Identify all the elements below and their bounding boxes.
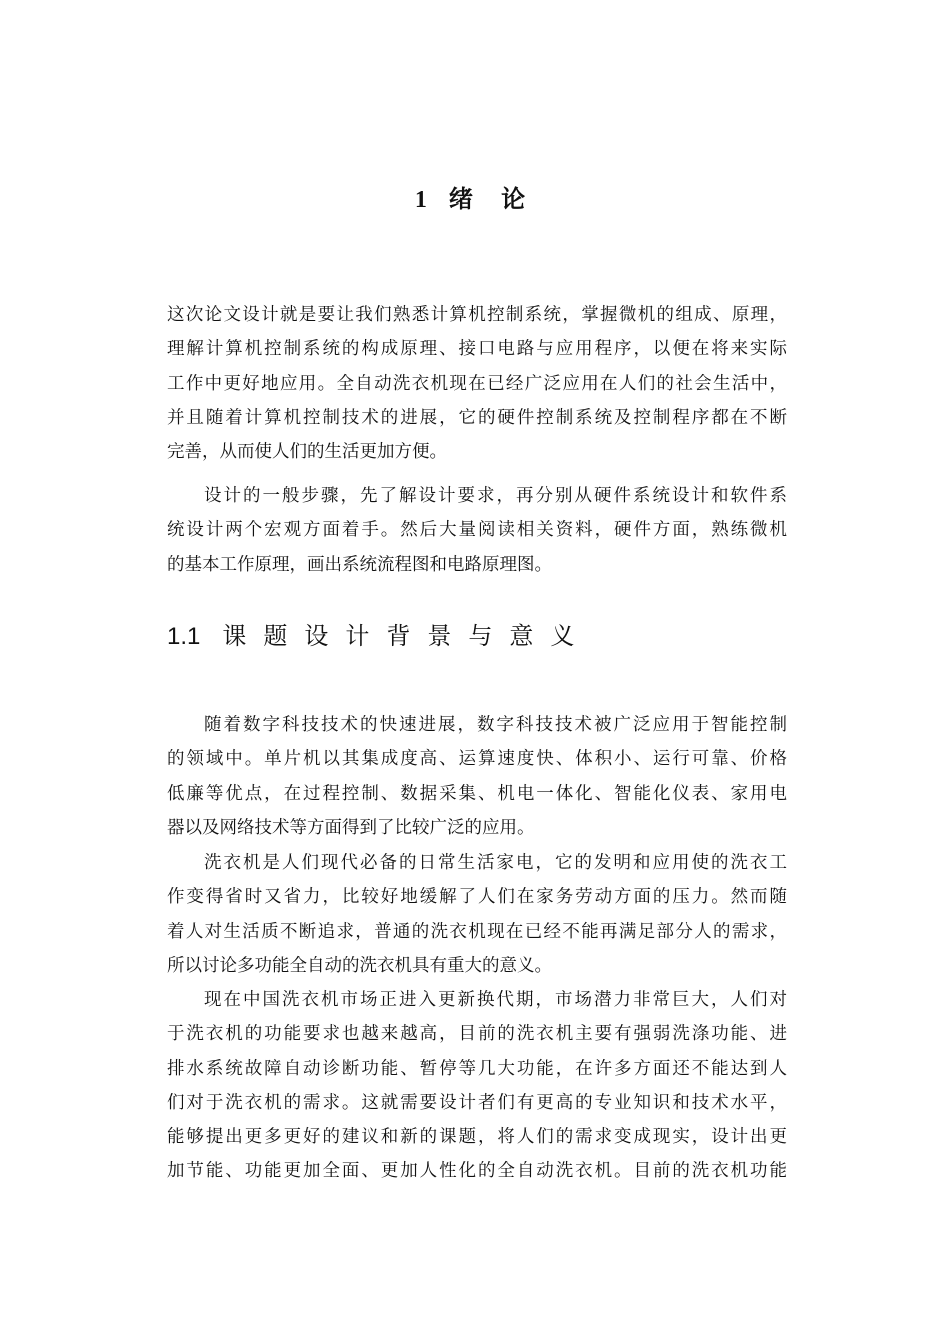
- text-line: 设计的一般步骤，先了解设计要求，再分别从硬件系统设计和软件系: [204, 486, 787, 506]
- text-line: 现在中国洗衣机市场正进入更新换代期，市场潜力非常巨大，人们对: [204, 990, 787, 1010]
- intro-paragraph-2: [167, 479, 787, 582]
- text-line: 统设计两个宏观方面着手。然后大量阅读相关资料，硬件方面，熟练微机: [167, 520, 787, 541]
- text-line: 的领域中。单片机以其集成度高、运算速度快、体积小、运行可靠、价格: [167, 749, 787, 770]
- text-line: 随着数字科技技术的快速进展，数字科技技术被广泛应用于智能控制: [204, 715, 787, 735]
- text-line: 排水系统故障自动诊断功能、暂停等几大功能，在许多方面还不能达到人: [167, 1058, 787, 1079]
- section-number: 1.1: [167, 623, 201, 650]
- body-paragraph-2: [167, 846, 787, 983]
- text-line: 加节能、功能更加全面、更加人性化的全自动洗衣机。目前的洗衣机功能: [167, 1161, 787, 1182]
- section-title: [167, 618, 591, 655]
- chapter-title-text: 绪 论: [448, 184, 536, 213]
- text-line: 们对于洗衣机的需求。这就需要设计者们有更高的专业知识和技术水平，: [167, 1092, 787, 1113]
- text-line: 的基本工作原理，画出系统流程图和电路原理图。: [167, 554, 552, 575]
- text-line: 能够提出更多更好的建议和新的课题，将人们的需求变成现实，设计出更: [167, 1127, 787, 1148]
- chapter-title: [0, 183, 950, 216]
- text-line: 洗衣机是人们现代必备的日常生活家电，它的发明和应用使的洗衣工: [204, 853, 787, 873]
- text-line: 器以及网络技术等方面得到了比较广泛的应用。: [167, 817, 535, 838]
- text-line: 着人对生活质不断追求，普通的洗衣机现在已经不能再满足部分人的需求，: [167, 921, 787, 942]
- text-line: 所以讨论多功能全自动的洗衣机具有重大的意义。: [167, 955, 552, 976]
- section-title-text: 课题设计背景与意义: [222, 622, 592, 650]
- text-line: 完善，从而使人们的生活更加方便。: [167, 442, 447, 463]
- text-line: 工作中更好地应用。全自动洗衣机现在已经广泛应用在人们的社会生活中，: [167, 373, 787, 394]
- body-paragraph-3: [167, 983, 787, 1189]
- chapter-number: 1: [414, 187, 429, 213]
- body-paragraph-1: [167, 708, 787, 845]
- text-line: 理解计算机控制系统的构成原理、接口电路与应用程序，以便在将来实际: [167, 339, 787, 360]
- text-line: 并且随着计算机控制技术的进展，它的硬件控制系统及控制程序都在不断: [167, 407, 787, 428]
- text-line: 作变得省时又省力，比较好地缓解了人们在家务劳动方面的压力。然而随: [167, 887, 787, 908]
- text-line: 低廉等优点，在过程控制、数据采集、机电一体化、智能化仪表、家用电: [167, 783, 787, 804]
- intro-paragraph-1: [167, 298, 787, 469]
- text-line: 这次论文设计就是要让我们熟悉计算机控制系统，掌握微机的组成、原理，: [167, 305, 787, 325]
- text-line: 于洗衣机的功能要求也越来越高，目前的洗衣机主要有强弱洗涤功能、进: [167, 1024, 787, 1045]
